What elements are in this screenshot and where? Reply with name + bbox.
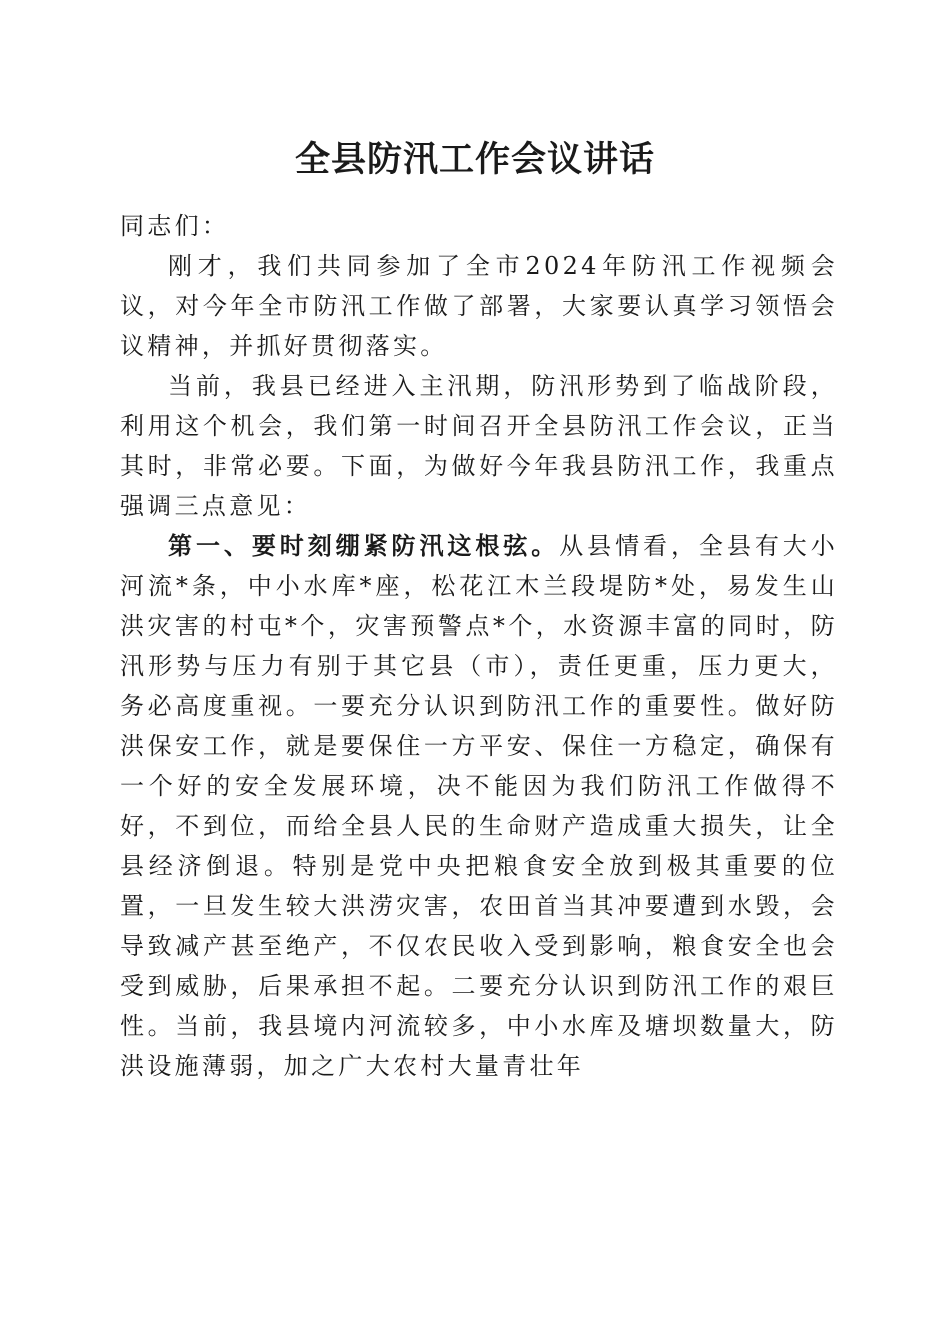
section-one-text: 从县情看，全县有大小河流*条，中小水库*座，松花江木兰段堤防*处，易发生山洪灾害的村屯*个，灾害预警点*个，水资源丰富的同时，防汛形势与压力有别于其它县（市），责任更重，压力更大，务必高度重视。一要充分认识到防汛工作的重要性。做好防洪保安工作，就是要保住一方平安、保住一方稳定，确保有一个好的安全发展环境，决不能因为我们防汛工作做得不好，不到位，而给全县人民的生命财产造成重大损失，让全县经济倒退。特别是党中央把粮食安全放到极其重要的位置，一旦发生较大洪涝灾害，农田首当其冲要遭到水毁，会导致减产甚至绝产，不仅农民收入受到影响，粮食安全也会受到威胁，后果承担不起。二要充分认识到防汛工作的艰巨性。当前，我县境内河流较多，中小水库及塘坝数量大，防洪设施薄弱，加之广大农村大量青壮年 <box>120 532 839 1080</box>
paragraph-opening: 刚才，我们共同参加了全市2024年防汛工作视频会议，对今年全市防汛工作做了部署，大家要认真学习领悟会议精神，并抓好贯彻落实。 <box>120 252 838 360</box>
paragraph-section-one <box>120 526 838 1086</box>
greeting: 同志们： <box>120 212 230 240</box>
section-one-heading: 第一、要时刻绷紧防汛这根弦。 <box>168 531 560 560</box>
paragraph-current-situation: 当前，我县已经进入主汛期，防汛形势到了临战阶段，利用这个机会，我们第一时间召开全县防汛工作会议，正当其时，非常必要。下面，为做好今年我县防汛工作，我重点强调三点意见： <box>120 372 838 520</box>
document-title: 全县防汛工作会议讲话 <box>294 139 655 180</box>
document-body <box>120 206 838 1086</box>
